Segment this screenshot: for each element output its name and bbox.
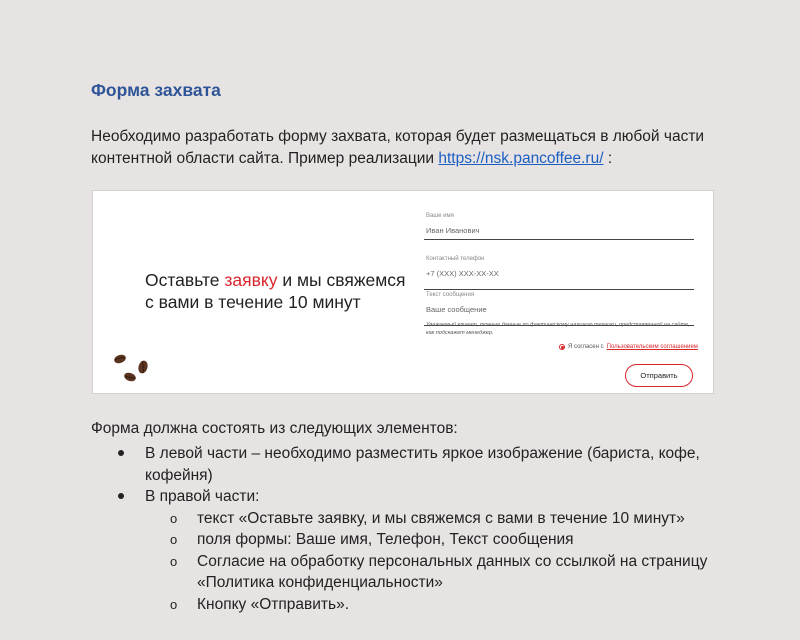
- example-form: [424, 211, 694, 326]
- form-note: Уважаемый клиент, точные данные по фактическому наличию техники, представленной на сайте, как подскажет менеджер.: [426, 322, 690, 336]
- phone-field[interactable]: [424, 254, 694, 290]
- list-item-text: В правой части:: [145, 488, 260, 505]
- example-link[interactable]: https://nsk.pancoffee.ru/: [438, 150, 604, 167]
- name-field[interactable]: [424, 211, 694, 240]
- headline-accent: заявку: [224, 270, 278, 290]
- submit-button[interactable]: Отправить: [625, 364, 693, 387]
- list-item: [91, 443, 741, 486]
- name-placeholder: Иван Иванович: [426, 226, 480, 235]
- message-label: Текст сообщения: [426, 292, 475, 298]
- coffee-beans-icon: [111, 351, 161, 385]
- phone-label: Контактный телефон: [426, 256, 485, 262]
- sub-list-item: o Согласие на обработку персональных данных со ссылкой на страницу «Политика конфиденциальности»: [145, 551, 741, 594]
- list-item: [91, 486, 741, 615]
- consent-row: [559, 344, 698, 350]
- consent-text: Я согласен с: [568, 344, 604, 350]
- example-screenshot: [92, 190, 714, 394]
- list-item-text: В левой части – необходимо разместить яркое изображение (бариста, кофе, кофейня): [145, 445, 700, 484]
- requirements-list: [91, 443, 741, 615]
- intro-text: Необходимо разработать форму захвата, которая будет размещаться в любой части контентной области сайта. Пример реализации: [91, 128, 705, 167]
- name-label: Ваше имя: [426, 213, 454, 219]
- consent-radio[interactable]: [559, 344, 565, 350]
- sub-list-item: o текст «Оставьте заявку, и мы свяжемся с вами в течение 10 минут»: [145, 508, 741, 530]
- intro-paragraph: [91, 126, 771, 170]
- message-placeholder: Ваше сообщение: [426, 305, 487, 314]
- phone-placeholder: +7 (XXX) XXX-XX-XX: [426, 269, 499, 278]
- consent-link[interactable]: Пользовательским соглашением: [606, 344, 698, 350]
- headline-part: Оставьте: [145, 270, 225, 290]
- sub-list-item: o поля формы: Ваше имя, Телефон, Текст сообщения: [145, 529, 741, 551]
- section-heading: Форма захвата: [91, 80, 221, 100]
- sub-list-item: o Кнопку «Отправить».: [145, 594, 741, 616]
- sub-list: [145, 508, 741, 616]
- requirements-title: Форма должна состоять из следующих элементов:: [91, 420, 458, 437]
- example-headline: [145, 269, 415, 313]
- intro-tail: :: [603, 150, 613, 167]
- headline-part: и мы свяжемся с вами в течение 10 минут: [145, 270, 406, 312]
